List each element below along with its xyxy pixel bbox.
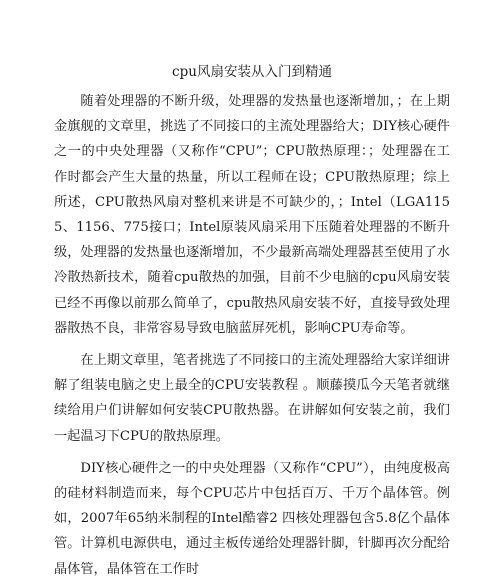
- document-title: cpu风扇安装从入门到精通: [172, 64, 332, 80]
- paragraph-2: 在上期文章里，笔者挑选了不同接口的主流处理器给大家详细讲解了组装电脑之史上最全的CPU安装教程 。顺藤摸瓜今天笔者就继续给用户们讲解如何安装CPU散热器。在讲解如何安装之前，我们一起温习下CPU的散热原理。: [54, 353, 450, 444]
- paragraph-3: DIY核心硬件之一的中央处理器（又称作“CPU”），由纯度极高的硅材料制造而来，每个CPU芯片中包括百万、千万个晶体管。例如，2007年65纳米制程的Intel酷睿2 四核处理器包含5.8亿个晶体管。计算机电源供电，通过主板传递给处理器针脚，针脚再次分配给晶体管，晶体管在工作时: [54, 460, 450, 577]
- paragraph-1: 随着处理器的不断升级，处理器的发热量也逐渐增加，；在上期金旗舰的文章里，挑选了不同接口的主流处理器给大；DIY核心硬件之一的中央处理器（又称作“CPU”；CPU散热原理：；处理器在工作时都会产生大量的热量，所以工程师在设；CPU散热原理；综上所述，CPU散热风扇对整机来讲是不可缺少的，；Intel（LGA1155、1156、775接口；Intel原装风扇采用下压随着处理器的不断升级，处理器的发热量也逐渐增加，不少最新高端处理器甚至使用了水冷散热新技术，随着cpu散热的加强，目前不少电脑的cpu风扇安装已经不再像以前那么简单了，cpu散热风扇安装不好，直接导致处理器散热不良，非常容易导致电脑蓝屏死机，影响CPU寿命等。: [54, 94, 450, 336]
